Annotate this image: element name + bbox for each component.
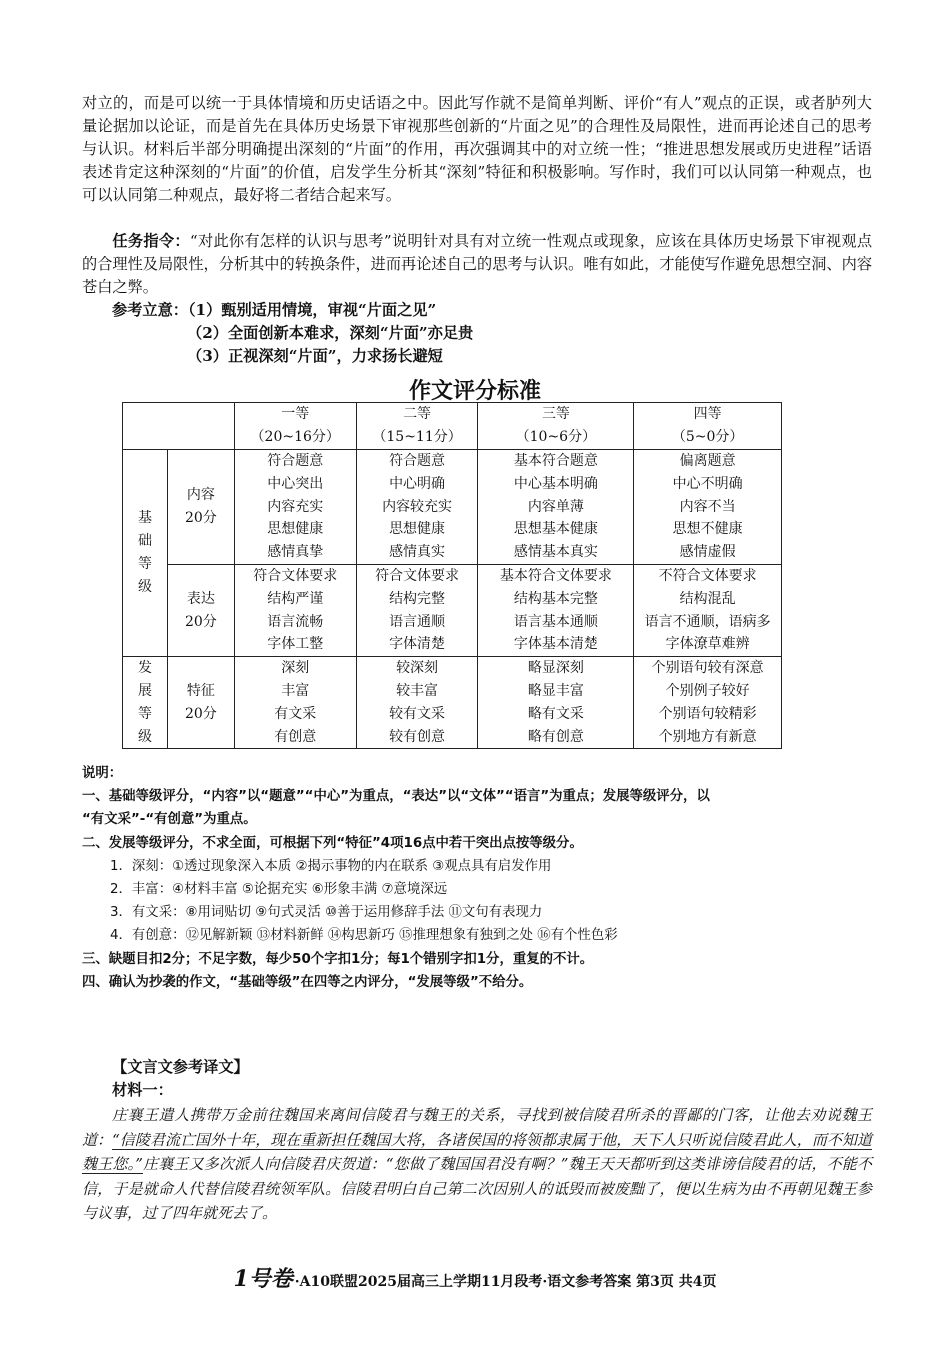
expression-label bbox=[167, 564, 234, 656]
translation-text bbox=[82, 1103, 872, 1226]
criteria-cell bbox=[634, 657, 782, 749]
criteria-item: 字体潦草难辨 bbox=[665, 636, 750, 653]
criteria-item: 深刻 bbox=[281, 660, 310, 677]
criteria-item: 个别例子较好 bbox=[665, 682, 750, 699]
material-label: 材料一： bbox=[112, 1081, 173, 1099]
criteria-item: 符合题意 bbox=[389, 453, 446, 469]
criteria-item: 较有创意 bbox=[389, 728, 446, 745]
grade-range: （5~0分） bbox=[671, 429, 744, 445]
grade-header-cell bbox=[356, 403, 478, 450]
criteria-item: 略显丰富 bbox=[527, 682, 584, 699]
grade-header-row bbox=[123, 403, 782, 450]
task-label: 任务指令： bbox=[112, 232, 190, 250]
task-text: “对此你有怎样的认识与思考”说明针对具有对立统一性观点或现象，应该在具体历史场景下审视观点的合理性及局限性，分析其中的转换条件，进而再论述自己的思考与认识。唯有如此，才能使写作避免思想空洞、内容苍白之弊。 bbox=[82, 232, 873, 296]
category-name: 内容 bbox=[186, 487, 215, 504]
table-title: 作文评分标准 bbox=[408, 379, 541, 404]
criteria-cell bbox=[234, 657, 356, 749]
criteria-item: 感情真挚 bbox=[267, 544, 324, 561]
label-char: 等 bbox=[137, 705, 152, 722]
development-level-label bbox=[123, 657, 168, 749]
reference-label: 参考立意： bbox=[112, 301, 188, 319]
criteria-cell bbox=[634, 450, 782, 565]
criteria-item: 符合题意 bbox=[267, 453, 324, 469]
label-char: 级 bbox=[137, 728, 152, 745]
grade-name: 二等 bbox=[403, 406, 432, 423]
category-score: 20分 bbox=[184, 509, 217, 526]
criteria-item: 感情真实 bbox=[389, 544, 446, 561]
page-footer bbox=[0, 1262, 950, 1293]
criteria-item: 思想不健康 bbox=[672, 521, 743, 538]
category-score: 20分 bbox=[184, 613, 217, 630]
criteria-cell bbox=[356, 450, 478, 565]
feature-row bbox=[123, 657, 782, 749]
grade-range: （15~11分） bbox=[372, 429, 462, 445]
criteria-item: 不符合文体要求 bbox=[658, 567, 757, 584]
note-line: 二、发展等级评分，不求全面，可根据下列“特征”4项16点中若干突出点按等级分。 bbox=[82, 835, 583, 851]
label-char: 展 bbox=[137, 682, 152, 699]
brand-logo: 1号卷 bbox=[233, 1266, 293, 1292]
criteria-item: 内容充实 bbox=[267, 498, 324, 515]
note-line: “有文采”-“有创意”为重点。 bbox=[82, 812, 257, 828]
criteria-item: 符合文体要求 bbox=[253, 567, 338, 584]
grade-header-cell bbox=[234, 403, 356, 450]
criteria-item: 结构混乱 bbox=[679, 590, 736, 607]
criteria-item: 略有文采 bbox=[527, 705, 584, 722]
criteria-item: 思想健康 bbox=[267, 521, 324, 538]
grade-range: （10~6分） bbox=[515, 429, 597, 445]
criteria-cell bbox=[634, 564, 782, 656]
criteria-item: 基本符合文体要求 bbox=[499, 567, 612, 584]
feature-label bbox=[167, 657, 234, 749]
criteria-item: 个别语句较精彩 bbox=[658, 705, 757, 722]
criteria-item: 较有文采 bbox=[389, 705, 446, 722]
criteria-item: 感情虚假 bbox=[679, 544, 736, 561]
grade-header-cell bbox=[478, 403, 634, 450]
footer-text: ·A10联盟2025届高三上学期11月段考·语文参考答案 第3页 共4页 bbox=[294, 1274, 717, 1290]
note-line: 4．有创意：⑫见解新颖 ⑬材料新鲜 ⑭构思新巧 ⑮推理想象有独到之处 ⑯有个性色彩 bbox=[110, 928, 618, 944]
criteria-item: 略有创意 bbox=[527, 728, 584, 745]
label-char: 等 bbox=[137, 556, 152, 573]
criteria-item: 中心明确 bbox=[389, 475, 446, 492]
note-line: 1．深刻：①透过现象深入本质 ②揭示事物的内在联系 ③观点具有启发作用 bbox=[110, 858, 552, 874]
grade-name: 一等 bbox=[281, 406, 310, 423]
note-line: 四、确认为抄袭的作文，“基础等级”在四等之内评分，“发展等级”不给分。 bbox=[82, 974, 533, 990]
content-label bbox=[167, 450, 234, 565]
grading-table bbox=[122, 402, 782, 749]
criteria-item: 略显深刻 bbox=[527, 660, 584, 677]
grade-header-cell bbox=[634, 403, 782, 450]
criteria-item: 感情基本真实 bbox=[513, 544, 598, 561]
criteria-item: 中心基本明确 bbox=[513, 475, 598, 492]
criteria-item: 语言通顺 bbox=[389, 613, 446, 630]
translation-part: 庄襄王又多次派人向信陵君庆贺道：“您做了魏国国君没有啊？”魏王天天都听到这类诽谤信陵君的话，不能不信，于是就命人代替信陵君统领军队。信陵君明白自己第二次因别人的诋毁而被废黜了，便以生病为由不再朝见魏王参与议事，过了四年就死去了。 bbox=[82, 1155, 873, 1222]
criteria-item: 字体工整 bbox=[267, 636, 324, 653]
category-name: 表达 bbox=[186, 590, 215, 607]
category-name: 特征 bbox=[186, 682, 215, 699]
criteria-item: 内容不当 bbox=[679, 498, 736, 515]
criteria-item: 内容较充实 bbox=[382, 498, 453, 515]
criteria-item: 语言不通顺，语病多 bbox=[644, 613, 771, 630]
criteria-cell bbox=[478, 657, 634, 749]
blank-header-cell bbox=[123, 403, 235, 450]
criteria-cell bbox=[356, 564, 478, 656]
criteria-item: 结构完整 bbox=[389, 590, 446, 607]
label-char: 发 bbox=[137, 660, 152, 677]
label-char: 基 bbox=[137, 510, 152, 527]
notes-heading: 说明： bbox=[82, 766, 123, 781]
criteria-item: 符合文体要求 bbox=[375, 567, 460, 584]
reference-item: （3）正视深刻“片面”，力求扬长避短 bbox=[187, 347, 443, 365]
criteria-item: 结构基本完整 bbox=[513, 590, 598, 607]
translation-heading: 【文言文参考译文】 bbox=[112, 1058, 249, 1076]
criteria-item: 较深刻 bbox=[396, 660, 439, 677]
note-line: 3．有文采：⑧用词贴切 ⑨句式灵活 ⑩善于运用修辞手法 ⑪文句有表现力 bbox=[110, 905, 543, 921]
grade-range: （20~16分） bbox=[250, 429, 340, 445]
criteria-item: 语言流畅 bbox=[267, 613, 324, 630]
criteria-item: 中心突出 bbox=[267, 475, 324, 492]
criteria-item: 偏离题意 bbox=[679, 453, 736, 469]
criteria-item: 字体基本清楚 bbox=[513, 636, 598, 653]
label-char: 础 bbox=[137, 533, 152, 550]
grade-name: 三等 bbox=[541, 406, 570, 423]
criteria-item: 结构严谨 bbox=[267, 590, 324, 607]
criteria-item: 较丰富 bbox=[396, 682, 439, 699]
criteria-cell bbox=[356, 657, 478, 749]
criteria-item: 思想健康 bbox=[389, 521, 446, 538]
expression-row bbox=[123, 564, 782, 656]
criteria-item: 基本符合题意 bbox=[513, 453, 598, 469]
criteria-cell bbox=[478, 564, 634, 656]
criteria-cell bbox=[234, 564, 356, 656]
note-line: 一、基础等级评分，“内容”以“题意”“中心”为重点，“表达”以“文体”“语言”为重点；发展等级评分，以 bbox=[82, 789, 710, 805]
content-row bbox=[123, 450, 782, 565]
criteria-item: 内容单薄 bbox=[527, 498, 584, 515]
criteria-item: 中心不明确 bbox=[672, 475, 743, 492]
criteria-item: 思想基本健康 bbox=[513, 521, 598, 538]
reference-item: （2）全面创新本难求，深刻“片面”亦足贵 bbox=[187, 324, 474, 342]
reference-ideas bbox=[82, 299, 872, 368]
note-line: 2．丰富：④材料丰富 ⑤论据充实 ⑥形象丰满 ⑦意境深远 bbox=[110, 882, 448, 898]
note-line: 三、缺题目扣2分；不足字数，每少50个字扣1分；每1个错别字扣1分，重复的不计。 bbox=[82, 951, 594, 967]
translation-underlined: “信陵君流亡国外十年，现在重新担任魏国大将，各诸侯国的将领都隶属于他，天下人只听说信陵君此人，而不知道魏王您。” bbox=[82, 1130, 872, 1173]
reference-item: （1）甄别适用情境，审视“片面之见” bbox=[187, 301, 437, 319]
intro-paragraph: 对立的，而是可以统一于具体情境和历史话语之中。因此写作就不是简单判断、评价“有人”观点的正误，或者胪列大量论据加以论证，而是首先在具体历史场景下审视那些创新的“片面之见”的合理性及局限性，进而再论述自己的思考与认识。材料后半部分明确提出深刻的“片面”的作用，再次强调其中的对立统一性；“推进思想发展或历史进程”话语表述肯定这种深刻的“片面”的价值，启发学生分析其“深刻”特征和积极影响。写作时，我们可以认同第一种观点，也可以认同第二种观点，最好将二者结合起来写。 bbox=[82, 94, 872, 204]
criteria-item: 语言基本通顺 bbox=[513, 613, 598, 630]
criteria-item: 有创意 bbox=[274, 728, 317, 745]
criteria-cell bbox=[478, 450, 634, 565]
task-paragraph bbox=[82, 230, 872, 299]
scoring-notes bbox=[82, 762, 882, 994]
category-score: 20分 bbox=[184, 705, 217, 722]
label-char: 级 bbox=[137, 578, 152, 595]
criteria-item: 有文采 bbox=[274, 705, 317, 722]
basic-level-label bbox=[123, 450, 168, 657]
grade-name: 四等 bbox=[693, 406, 722, 423]
criteria-item: 字体清楚 bbox=[389, 636, 446, 653]
translation-part: 庄襄王遣人携带万金前往魏国来离间信陵君与魏王的关系，寻找到被信陵君所杀的晋鄙的门客，让他去劝说魏王道： bbox=[82, 1106, 872, 1149]
criteria-item: 个别地方有新意 bbox=[658, 728, 757, 745]
criteria-cell bbox=[234, 450, 356, 565]
criteria-item: 个别语句较有深意 bbox=[651, 660, 764, 677]
criteria-item: 丰富 bbox=[281, 682, 310, 699]
